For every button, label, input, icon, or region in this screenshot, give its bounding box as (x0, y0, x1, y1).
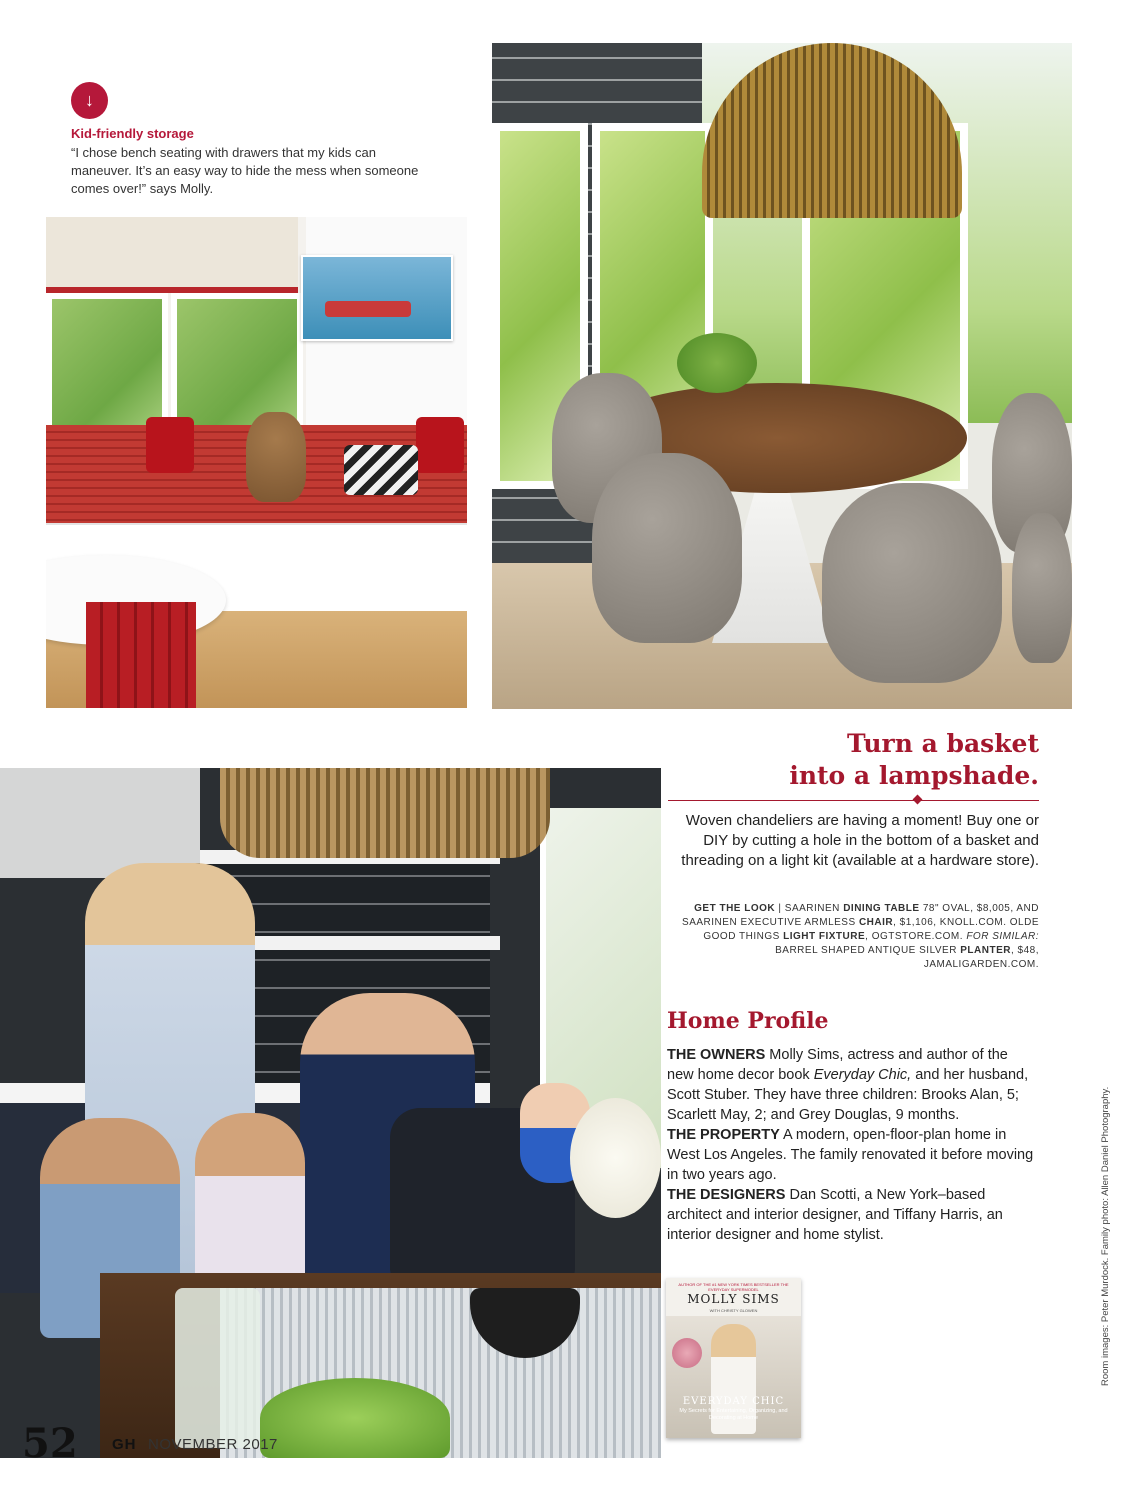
girl (195, 1113, 305, 1293)
source-text: BARREL SHAPED ANTIQUE SILVER (775, 945, 961, 956)
woven-chandelier (220, 768, 550, 858)
magazine-name: GH (112, 1436, 137, 1453)
diamond-icon (913, 795, 923, 805)
range-hood (0, 768, 200, 878)
flowers (570, 1098, 661, 1218)
flower (672, 1338, 702, 1368)
profile-heading: Home Profile (667, 1008, 829, 1034)
issue-date: NOVEMBER 2017 (148, 1436, 278, 1453)
get-the-look (660, 902, 1039, 972)
item-label: CHAIR (858, 917, 894, 928)
dining-room-photo (492, 43, 1072, 709)
planter (677, 333, 757, 393)
teddy-bear (246, 412, 306, 502)
kids-room-photo (46, 217, 467, 708)
page-number: 52 (22, 1420, 78, 1467)
red-pillow (146, 417, 194, 473)
salad (260, 1378, 450, 1458)
book-author: MOLLY SIMS (687, 1292, 780, 1306)
source-text: SAARINEN (784, 903, 844, 914)
book-cover (666, 1278, 801, 1438)
family-photo (0, 768, 661, 1458)
item-label: DINING TABLE (843, 903, 920, 914)
striped-pillow (344, 445, 418, 495)
designers-text: Dan Scotti, a New York–based architect and interior designer, and Tiffany Harris, an interior designer and home stylist. (667, 1187, 1003, 1243)
property-paragraph (667, 1125, 1037, 1185)
profile-body (667, 1045, 1037, 1245)
get-look-label: GET THE LOOK (694, 903, 776, 914)
property-text: A modern, open-floor-plan home in West Los Angeles. The family renovated it before moving in two years ago. (667, 1127, 1034, 1183)
arrow-down-icon: ↓ (71, 82, 108, 119)
book-top-line: AUTHOR OF THE #1 NEW YORK TIMES BESTSELLER THE EVERYDAY SUPERMODEL (678, 1282, 789, 1292)
source-text: 78" OVAL, $8,005, AND SAARINEN EXECUTIVE ARMLESS (682, 903, 1039, 928)
dining-chair (592, 453, 742, 643)
owners-label: THE OWNERS (667, 1047, 766, 1063)
source-text: , OGTSTORE.COM. (865, 931, 967, 942)
sidebar-heading (660, 728, 1039, 792)
owners-text: Molly Sims, actress and author of the new home decor book (667, 1047, 1008, 1083)
credit-text: Room images: Peter Murdock. Family photo: Allen Daniel Photography. (1100, 1086, 1111, 1386)
item-label: PLANTER (960, 945, 1011, 956)
book-coauthor: WITH CHRISTY GLOWEN (709, 1308, 758, 1313)
designers-label: THE DESIGNERS (667, 1187, 786, 1203)
similar-label: FOR SIMILAR: (966, 931, 1039, 942)
roman-shade (46, 217, 298, 293)
owners-text: and her husband, Scott Stuber. They have three children: Brooks Alan, 5; Scarlett May, 2; and Grey Douglas, 9 months. (667, 1067, 1029, 1123)
designers-paragraph (667, 1185, 1037, 1245)
sidebar-body: Woven chandeliers are having a moment! Buy one or DIY by cutting a hole in the bottom of a basket and threading on a light kit (available at a hardware store). (681, 812, 1039, 869)
book-title: Everyday Chic, (813, 1067, 912, 1083)
source-text: , $1,106, KNOLL.COM. OLDE GOOD THINGS (703, 917, 1039, 942)
red-pillow (416, 417, 464, 473)
water-pitcher (175, 1288, 260, 1448)
owners-paragraph (667, 1045, 1037, 1125)
dining-chair (822, 483, 1002, 683)
source-text: , $48, JAMALIGARDEN.COM. (923, 945, 1039, 970)
book-title: EVERYDAY CHIC (682, 1396, 785, 1407)
heading-line: Turn a basket (847, 729, 1039, 758)
separator: | (775, 903, 785, 914)
book-tagline: My Secrets for Entertaining, Organizing, and Decorating at Home (679, 1408, 788, 1421)
divider (668, 800, 1039, 801)
boat-artwork (301, 255, 453, 341)
caption-title: Kid-friendly storage (71, 126, 194, 141)
item-label: LIGHT FIXTURE (783, 931, 866, 942)
caption-quote: “I chose bench seating with drawers that my kids can maneuver. It’s an easy way to hide the mess when someone comes over!” says Molly. (71, 145, 419, 196)
woven-chair (86, 602, 196, 708)
heading-line: into a lampshade. (789, 761, 1039, 790)
dining-chair (1012, 513, 1072, 663)
property-label: THE PROPERTY (667, 1127, 780, 1143)
